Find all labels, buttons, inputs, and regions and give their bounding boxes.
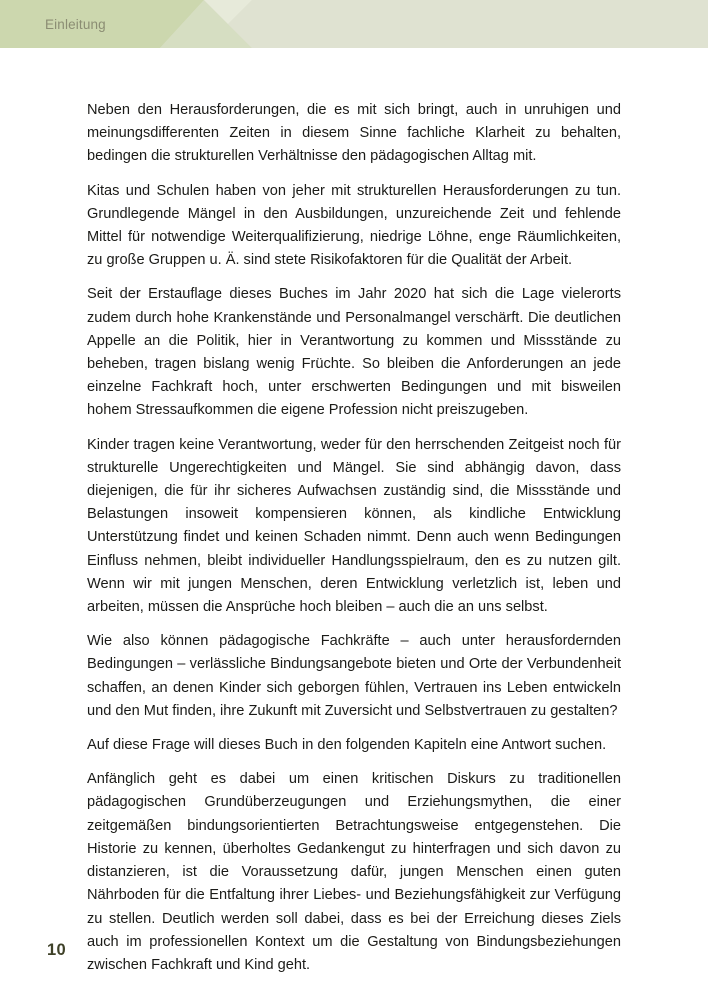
body-paragraph: Wie also können pädagogische Fachkräfte – auch unter herausfordernden Bedingungen – verlässliche Bindungsangebote bieten und Orte der Verbundenheit schaffen, an denen Kinder sich geborgen fühlen, Vertrauen ins Leben entwickeln und den Mut finden, ihre Zukunft mit Zuversicht und Selbstvertrauen zu gestalten?	[87, 633, 621, 719]
header-decorative-pattern	[0, 0, 708, 48]
body-text-column	[87, 99, 621, 977]
running-head-chapter-title: Einleitung	[45, 17, 106, 32]
page-header-band	[0, 0, 708, 48]
body-paragraph: Kitas und Schulen haben von jeher mit strukturellen Herausforderungen zu tun. Grundlegende Mängel in den Ausbildungen, unzureichende Zeit und fehlende Mittel für notwendige Weiterqualifizierung, niedrige Löhne, enge Räumlichkeiten, zu große Gruppen u. Ä. sind stete Risikofaktoren für die Qualität der Arbeit.	[87, 182, 621, 269]
body-paragraph: Seit der Erstauflage dieses Buches im Jahr 2020 hat sich die Lage vielerorts zudem durch hohe Krankenstände und Personalmangel verschärft. Die deutlichen Appelle an die Politik, hier in Verantwortung zu kommen und Missstände zu beheben, tragen bislang wenig Früchte. So bleiben die Anforderungen an jede einzelne Fachkraft hoch, unter erschwerten Bedingungen und mit bisweilen hohem Stressaufkommen die eigene Profession nicht preiszugeben.	[87, 286, 621, 419]
page-number: 10	[47, 941, 66, 959]
body-paragraph: Auf diese Frage will dieses Buch in den folgenden Kapiteln eine Antwort suchen.	[87, 737, 607, 754]
body-paragraph: Kinder tragen keine Verantwortung, weder für den herrschenden Zeitgeist noch für strukturelle Ungerechtigkeiten und Mängel. Sie sind abhängig davon, dass diejenigen, die für ihr sicheres Aufwachsen zuständig sind, die Missstände und Belastungen insoweit kompensieren können, als kindliche Entwicklung Unterstützung findet und keinen Schaden nimmt. Denn auch wenn Bedingungen Einfluss nehmen, bleibt individueller Handlungsspielraum, den es zu nutzen gilt. Wenn wir mit jungen Menschen, deren Entwicklung verletzlich ist, leben und arbeiten, müssen die Ansprüche hoch bleiben – auch die an uns selbst.	[87, 436, 621, 616]
body-paragraph: Anfänglich geht es dabei um einen kritischen Diskurs zu traditionellen pädagogischen Grundüberzeugungen und Erziehungsmythen, die einer zeitgemäßen bindungsorientierten Betrachtungsweise entgegenstehen. Die Historie zu kennen, überholtes Gedankengut zu hinterfragen und sich davon zu distanzieren, ist die Voraussetzung dafür, jungen Menschen einen guten Nährboden für die Entfaltung ihrer Liebes- und Beziehungsfähigkeit zur Verfügung zu stellen. Deutlich werden soll dabei, dass es bei der Erreichung dieses Ziels auch im professionellen Kontext um die Gestaltung von Bindungsbeziehungen zwischen Fachkraft und Kind geht.	[87, 771, 621, 973]
body-paragraph: Neben den Herausforderungen, die es mit sich bringt, auch in unruhigen und meinungsdifferenten Zeiten in diesem Sinne fachliche Klarheit zu behalten, bedingen die strukturellen Verhältnisse den pädagogischen Alltag mit.	[87, 102, 621, 165]
